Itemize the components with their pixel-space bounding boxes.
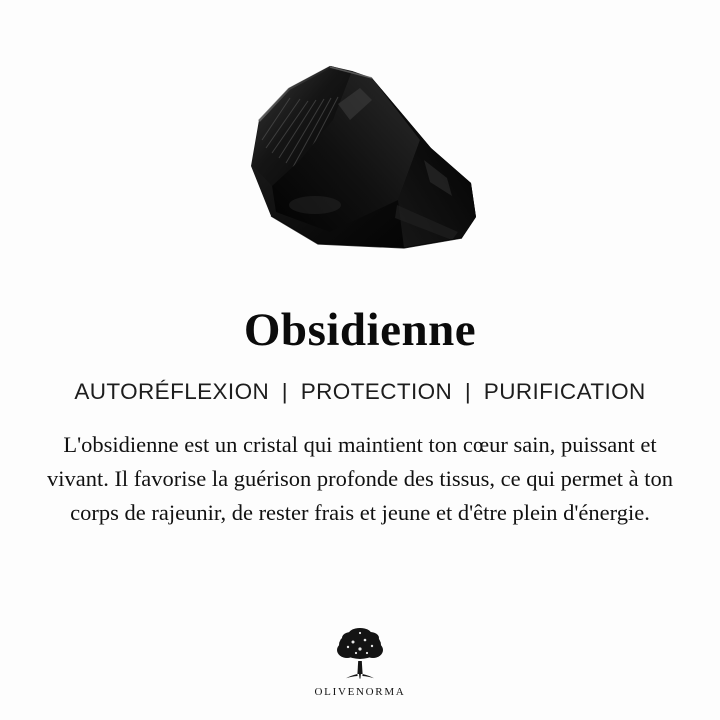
keyword-separator-2: |: [464, 379, 472, 404]
brand-wordmark: OLIVENORMA: [314, 686, 406, 698]
brand-logo: [0, 625, 720, 698]
page-title: Obsidienne: [243, 304, 477, 356]
keyword-2: PROTECTION: [300, 379, 453, 404]
tree-of-life-icon: [329, 625, 391, 683]
keyword-1: AUTORÉFLEXION: [74, 379, 270, 404]
description-text: L'obsidienne est un cristal qui maintient ton cœur sain, puissant et vivant. Il favorise la guérison profonde des tissus, ce qui permet à ton corps de rajeunir, de rester frais et jeune et d'être plein d'énergie.: [46, 432, 674, 525]
keyword-list: [74, 379, 645, 405]
keyword-separator-1: |: [281, 379, 289, 404]
keyword-3: PURIFICATION: [483, 379, 646, 404]
stone-image: [0, 0, 720, 285]
obsidian-stone-illustration: [0, 0, 720, 285]
